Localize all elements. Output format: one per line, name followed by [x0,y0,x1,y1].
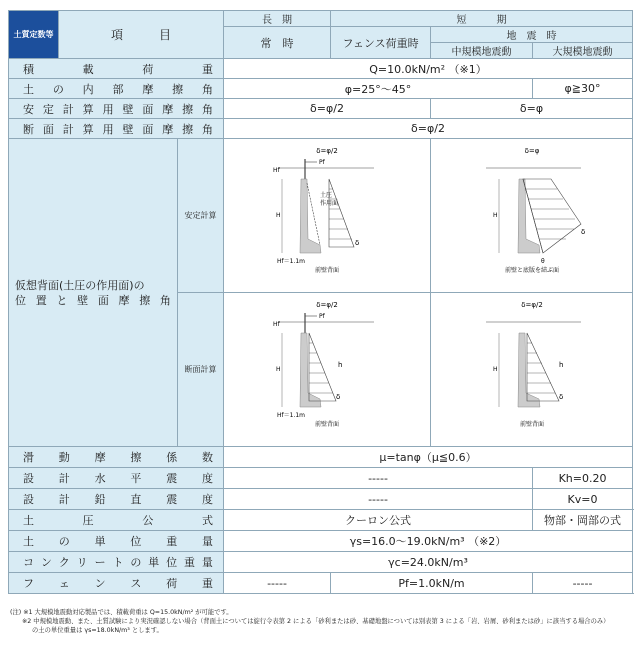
dg2-delta-label: δ=φ [524,147,540,155]
label-char: 角 [202,122,214,136]
dg1-delta-label: δ=φ/2 [316,147,338,155]
label-char: リ [76,556,88,569]
dg3-hf: Hf [273,321,280,328]
dg4-h-small: h [559,361,564,369]
label-char: 滑 [23,451,34,464]
dg2-h: H [493,212,498,219]
row-label-concrete-weight [9,552,224,573]
label-char: 設 [23,472,34,485]
label-char: 面 [142,102,154,116]
label-char: 用 [102,122,114,136]
vertical-seismic-long: ----- [224,489,533,510]
label-char: 圧 [82,514,94,527]
table-badge: 土質定数等 [9,11,59,59]
label-char: 計 [62,102,74,116]
virtual-back-line1: 仮想背面(土圧の作用面)の [15,278,145,292]
sliding-value: μ=tanφ（μ≦0.6） [224,447,633,468]
label-char: 擦 [182,122,194,136]
label-char: 量 [201,535,213,548]
internal-friction-large: φ≧30° [533,79,633,99]
dg1-hf-value: Hf＝1.1m [277,258,306,265]
dg1-surface2: 作用面 [320,200,339,207]
label-char: 式 [202,514,214,527]
section-friction-value: δ=φ/2 [224,119,633,139]
stability-friction-long: δ=φ/2 [224,99,431,119]
label-char: 安 [23,102,34,116]
label-char: 角 [201,82,213,96]
label-char: ン [40,556,52,569]
internal-friction-value: φ=25°～45° [224,79,533,99]
normal-header: 常 時 [224,27,331,59]
section-long-diagram [224,293,430,443]
label-char: 角 [159,293,171,307]
label-char: フ [23,577,34,590]
label-char: ス [130,577,142,590]
label-char: ク [58,556,70,569]
label-char: 計 [58,472,70,485]
label-char: 面 [142,122,154,136]
dg1-h: H [276,212,281,219]
label-char: 載 [82,62,94,76]
stability-long-diagram [224,139,430,289]
label-char: 位 [130,535,142,548]
fence-load-eq: ----- [533,573,633,594]
diagram-section-long [224,293,431,447]
note-1: (注) ※1 大規模地震動対応製品では、積載荷重は Q=15.0kN/m² が可能です。 [10,609,233,616]
label-char: 擦 [130,451,142,464]
row-label-load [9,59,224,79]
label-char: 部 [112,82,124,96]
label-char: 量 [201,556,213,569]
label-char: 摩 [162,102,174,116]
label-char: 角 [202,102,214,116]
dg1-delta: δ [355,239,360,247]
dg1-surface1: 土圧 [320,192,333,199]
note-3: の土の単位重量は γs=18.0kN/m³ とします。 [32,627,163,634]
row-label-sliding [9,447,224,468]
label-char: 用 [102,102,114,116]
label-char: 土 [23,82,34,96]
label-char: 直 [130,493,142,506]
label-char: 鉛 [94,493,106,506]
label-char: 係 [166,451,178,464]
label-char: 置 [35,293,47,307]
label-char: ン [94,577,106,590]
section-calc-label: 断面計算 [178,293,224,447]
label-char: 摩 [118,293,130,307]
label-char: 面 [42,122,54,136]
vertical-seismic-eq: Kv=0 [533,489,633,510]
earth-pressure-long: クーロン公式 [224,510,533,531]
dg1-caption: 前壁背面 [315,267,340,274]
spec-table [8,10,633,594]
diagram-stability-long [224,139,431,293]
section-eq-diagram [431,293,633,443]
dg3-h-small: h [338,361,343,369]
label-char: 震 [166,472,178,485]
dg4-caption: 前壁背面 [520,421,545,428]
label-char: 震 [166,493,178,506]
label-char: 摩 [162,122,174,136]
fence-load-normal: ----- [224,573,331,594]
dg2-caption: 前壁と底版を結ぶ面 [505,267,560,274]
fence-load-header: フェンス荷重時 [331,27,431,59]
label-char: 算 [82,102,94,116]
row-label-vertical-seismic [9,489,224,510]
medium-eq-header: 中規模地震動 [431,43,533,59]
label-char: 単 [94,535,106,548]
label-char: 位 [166,556,178,569]
label-char: 平 [130,472,142,485]
row-label-soil-weight [9,531,224,552]
long-term-header: 長 期 [224,11,331,27]
label-char: の [130,556,142,569]
dg3-caption: 前壁背面 [315,421,340,428]
label-char: 擦 [172,82,184,96]
label-char: ト [112,556,124,569]
label-char: 壁 [122,122,134,136]
label-char: 擦 [182,102,194,116]
concrete-weight-value: γc=24.0kN/m³ [224,552,633,573]
label-char: 重 [201,577,213,590]
row-label-section-friction [9,119,224,139]
label-char: 水 [94,472,106,485]
label-char: 重 [202,62,214,76]
diagram-section-eq [431,293,633,447]
label-char: 摩 [94,451,106,464]
dg3-hf-value: Hf＝1.1m [277,412,306,419]
label-char: 度 [201,493,213,506]
label-char: 土 [23,514,34,527]
note-2: ※2 中規模地震動、また、土質試験により実況確認しない場合（背面土については旋行令表第 2 による「砂利または砂、基礎地盤については別表第 3 による「岩、岩屑、砂利または砂」に該当する場合のみ） [22,618,610,625]
dg1-pf: Pf [319,159,325,166]
label-char: ー [94,556,106,569]
label-char: 擦 [139,293,151,307]
label-char: 断 [23,122,34,136]
label-char: 定 [42,102,54,116]
stability-calc-label: 安定計算 [178,139,224,293]
load-value: Q=10.0kN/m² （※1） [224,59,633,79]
label-char: ェ [58,577,70,590]
label-char: 重 [184,556,196,569]
label-char: 重 [166,535,178,548]
label-char: 壁 [77,293,89,307]
label-char: 壁 [122,102,134,116]
dg1-hf: Hf [273,167,280,174]
label-char: 荷 [142,62,154,76]
earthquake-header: 地 震 時 [431,27,633,43]
footnotes [10,608,635,635]
dg4-h: H [493,366,498,373]
label-char: 位 [15,293,26,307]
label-char: 動 [58,451,70,464]
dg3-delta-label: δ=φ/2 [316,301,338,309]
stability-friction-eq: δ=φ [431,99,633,119]
diagram-stability-eq [431,139,633,293]
label-char: 単 [148,556,160,569]
label-char: 内 [82,82,94,96]
label-char: 荷 [166,577,178,590]
label-char: 土 [23,535,34,548]
dg3-h: H [276,366,281,373]
horizontal-seismic-medium: Kh=0.20 [533,468,633,489]
label-char: 摩 [142,82,154,96]
dg4-delta: δ [559,393,564,401]
row-label-virtual-back [9,139,178,447]
label-char: 公 [142,514,154,527]
label-char: 積 [23,62,34,76]
row-label-horizontal-seismic [9,468,224,489]
label-char: 数 [201,451,213,464]
large-eq-header: 大規模地震動 [533,43,633,59]
label-char: 計 [58,493,70,506]
label-char: の [58,535,70,548]
row-label-stability-friction [9,99,224,119]
item-header: 項 目 [59,11,224,59]
soil-weight-value: γs=16.0～19.0kN/m³ （※2） [224,531,633,552]
dg2-delta: δ [581,228,586,236]
label-char: の [52,82,64,96]
label-char: 設 [23,493,34,506]
label-char: 度 [201,472,213,485]
dg2-theta: θ [541,258,545,265]
label-char: 算 [82,122,94,136]
row-label-earth-pressure [9,510,224,531]
label-char: 計 [62,122,74,136]
dg3-delta: δ [336,393,341,401]
label-char: 面 [97,293,109,307]
row-label-fence-load [9,573,224,594]
dg4-delta-label: δ=φ/2 [521,301,543,309]
label-char: と [56,293,68,307]
row-label-internal-friction [9,79,224,99]
label-char: コ [23,556,34,569]
earth-pressure-eq: 物部・岡部の式 [533,510,633,531]
fence-load-fence: Pf=1.0kN/m [331,573,533,594]
dg3-pf: Pf [319,313,325,320]
stability-eq-diagram [431,139,633,289]
short-term-header: 短 期 [331,11,633,27]
horizontal-seismic-long: ----- [224,468,533,489]
